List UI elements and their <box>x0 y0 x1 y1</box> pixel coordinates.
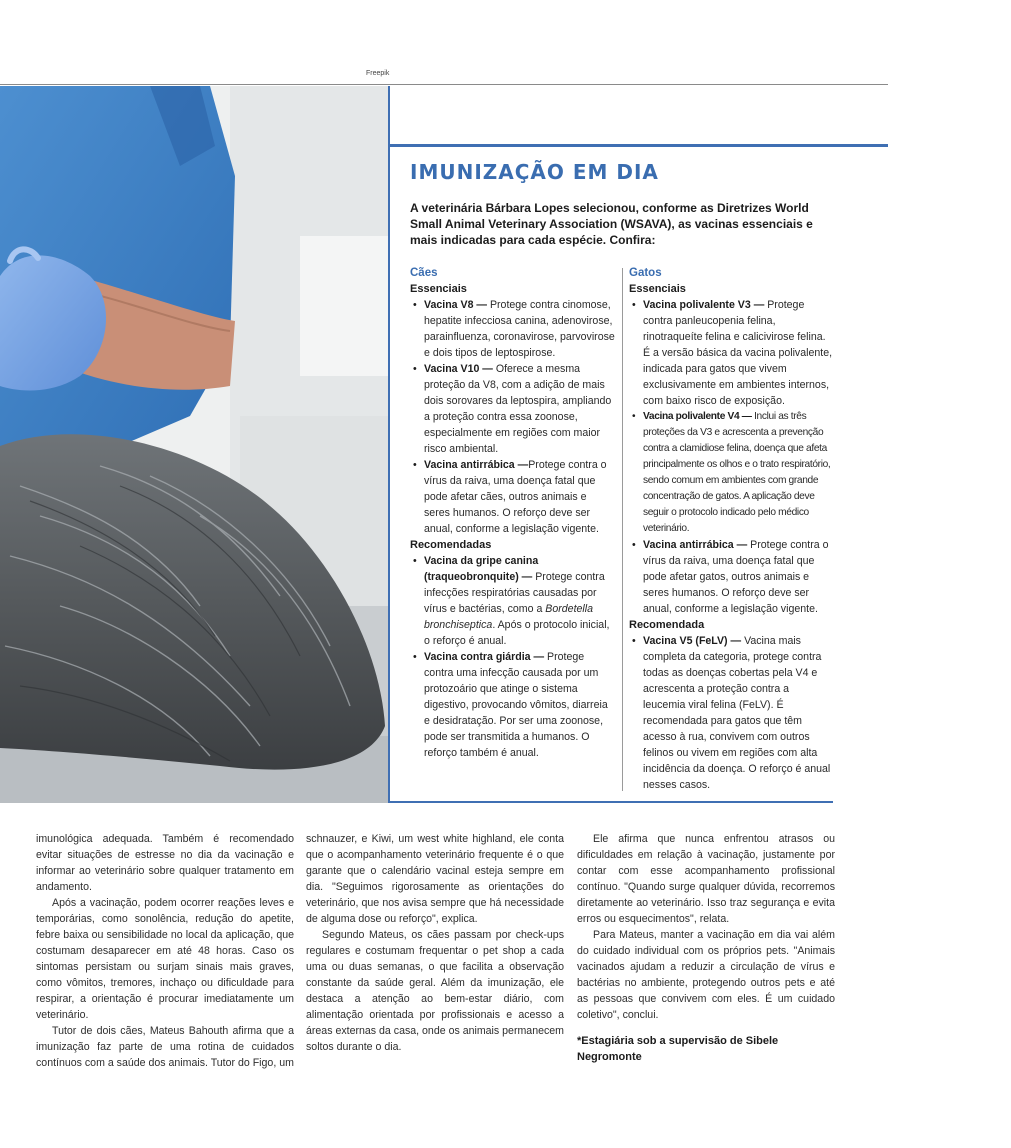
vaccine-text: Protege contra uma infecção causada por um protozoário que atinge o sistema digestivo, provocando vômitos, diarreia e desidratação. Por ser uma zoonose, pode ser transmitida a humanos. O reforço também é anual. <box>424 651 608 759</box>
cats-column <box>629 265 834 793</box>
vaccine-name: Vacina polivalente V3 — <box>643 299 765 311</box>
bacteria-name: Bordetella bronchiseptica <box>424 603 593 631</box>
paragraph: Ele afirma que nunca enfrentou atrasos ou dificuldades em relação à vacinação, justamente por contar com esse acompanhamento profissional contínuo. "Quando surge qualquer dúvida, recorremos diretamente ao veterinário. Isso traz segurança e evita erros ou esquecimentos", relata. <box>577 833 835 925</box>
panel-left-rule <box>388 86 390 803</box>
vaccine-text: . Após o protocolo inicial, o reforço é anual. <box>424 619 610 647</box>
list-item <box>629 297 834 409</box>
author-note: *Estagiária sob a supervisão de Sibele Negromonte <box>577 1035 779 1063</box>
vaccine-text: Inclui as três proteções da V3 e acrescenta a prevenção contra a clamidiose felina, doença que afeta principalmente os olhos e o trato respiratório, sendo comum em ambientes com grande concentração de gatos. A aplicação deve seguir o protocolo indicado pelo médico veterinário. <box>643 411 831 534</box>
column-divider <box>622 268 623 791</box>
dogs-recommended-list <box>410 553 615 761</box>
paragraph: Tutor de dois cães, Mateus Bahouth afirma que a imunização faz parte de uma rotina de cuidados contínuos com a saúde dos animais. Tutor do Figo, um <box>36 1025 294 1069</box>
vaccine-text: Protege contra cinomose, hepatite infecciosa canina, adenovirose, parainfluenza, coronavirose, parvovirose e dois tipos de leptospirose. <box>424 299 615 359</box>
dogs-heading: Cães <box>410 267 438 279</box>
cats-essential-list <box>629 297 834 617</box>
vaccine-name: Vacina V8 — <box>424 299 488 311</box>
vaccine-name: Vacina polivalente V4 — <box>643 411 752 422</box>
panel-title: IMUNIZAÇÃO EM DIA <box>410 160 659 184</box>
list-item <box>410 553 615 649</box>
vaccine-name: Vacina V10 — <box>424 363 493 375</box>
panel-bottom-rule <box>388 801 833 803</box>
photo-credit: Freepik <box>366 70 390 77</box>
panel-top-rule <box>388 144 888 147</box>
paragraph: imunológica adequada. Também é recomendado evitar situações de estresse no dia da vacinação e informar ao veterinário sobre qualquer tratamento em andamento. <box>36 833 294 893</box>
vaccine-name: Vacina da gripe canina (traqueobronquite) — <box>424 555 539 583</box>
paragraph: Para Mateus, manter a vacinação em dia vai além do cuidado individual com os próprios pets. "Animais vacinados ajudam a reduzir a circulação de vírus e bactérias no ambiente, protegendo outros pets e até as pessoas que convivem com eles. É um cuidado coletivo", conclui. <box>577 929 835 1021</box>
cats-heading: Gatos <box>629 267 662 279</box>
vaccine-text: Oferece a mesma proteção da V8, com a adição de mais dois sorovares da leptospira, ampliando a proteção contra essa zoonose, especialmente em regiões com maior risco ambiental. <box>424 363 612 455</box>
article-column-1 <box>36 831 294 1071</box>
vaccine-name: Vacina antirrábica — <box>643 539 748 551</box>
vaccine-text: Protege contra infecções respiratórias causadas por vírus e bactérias, como a <box>424 571 605 615</box>
vaccine-text: Protege contra o vírus da raiva, uma doença fatal que pode afetar cães, outros animais e seres humanos. O reforço deve ser anual, conforme a legislação vigente. <box>424 459 607 535</box>
list-item <box>410 297 615 361</box>
list-item <box>410 361 615 457</box>
article-column-2 <box>306 831 564 1055</box>
vaccine-name: Vacina antirrábica — <box>424 459 529 471</box>
cats-recommended-label: Recomendada <box>629 619 705 631</box>
list-item <box>410 457 615 537</box>
article-column-3 <box>577 831 835 1065</box>
list-item <box>629 409 834 537</box>
cats-essential-label: Essenciais <box>629 283 686 295</box>
list-item <box>629 537 834 617</box>
vaccine-name: Vacina V5 (FeLV) — <box>643 635 742 647</box>
vaccine-text: Protege contra panleucopenia felina, rinotraqueíte felina e calicivirose felina. É a versão básica da vacina polivalente, indicada para gatos que vivem exclusivamente em ambientes internos, com baixo risco de exposição. <box>643 299 833 407</box>
top-rule <box>0 84 888 85</box>
dogs-essential-label: Essenciais <box>410 283 467 295</box>
list-item <box>410 649 615 761</box>
vet-dog-illustration <box>0 86 388 803</box>
list-item <box>629 633 834 793</box>
paragraph: schnauzer, e Kiwi, um west white highland, ele conta que o acompanhamento veterinário frequente é o que garante que o calendário vacinal esteja sempre em dia. "Seguimos rigorosamente as orientações do veterinário, que nos avisa sempre que há necessidade de alguma dose ou reforço", explica. <box>306 833 564 925</box>
vaccine-name: Vacina contra giárdia — <box>424 651 545 663</box>
dogs-recommended-label: Recomendadas <box>410 539 492 551</box>
dogs-essential-list <box>410 297 615 537</box>
panel-intro: A veterinária Bárbara Lopes selecionou, conforme as Diretrizes World Small Animal Veterinary Association (WSAVA), as vacinas essenciais e mais indicadas para cada espécie. Confira: <box>410 201 813 247</box>
dogs-column <box>410 265 615 761</box>
vet-photo <box>0 86 388 803</box>
paragraph: Segundo Mateus, os cães passam por check-ups regulares e costumam frequentar o pet shop a cada uma ou duas semanas, o que facilita a observação constante da saúde geral. Além da imunização, ele destaca a atenção ao bem-estar diário, com alimentação orientada por profissionais e acesso a áreas externas da casa, onde os animais permanecem soltos durante o dia. <box>306 929 564 1053</box>
cats-recommended-list <box>629 633 834 793</box>
vaccine-text: Vacina mais completa da categoria, protege contra todas as doenças cobertas pela V4 e acrescenta a proteção contra a leucemia viral felina (FeLV). É recomendada para gatos que têm acesso à rua, convivem com outros felinos ou vivem em regiões com alta incidência da doença. O reforço é anual nesses casos. <box>643 635 831 791</box>
vaccine-text: Protege contra o vírus da raiva, uma doença fatal que pode afetar gatos, outros animais e seres humanos. O reforço deve ser anual, conforme a legislação vigente. <box>643 539 829 615</box>
paragraph: Após a vacinação, podem ocorrer reações leves e temporárias, como sonolência, redução do apetite, febre baixa ou sensibilidade no local da aplicação, que costumam desaparecer em até 48 horas. Caso os sintomas persistam ou surjam sinais mais graves, como vômitos, tremores, inchaço ou dificuldade para respirar, a orientação é procurar imediatamente um veterinário. <box>36 897 294 1021</box>
